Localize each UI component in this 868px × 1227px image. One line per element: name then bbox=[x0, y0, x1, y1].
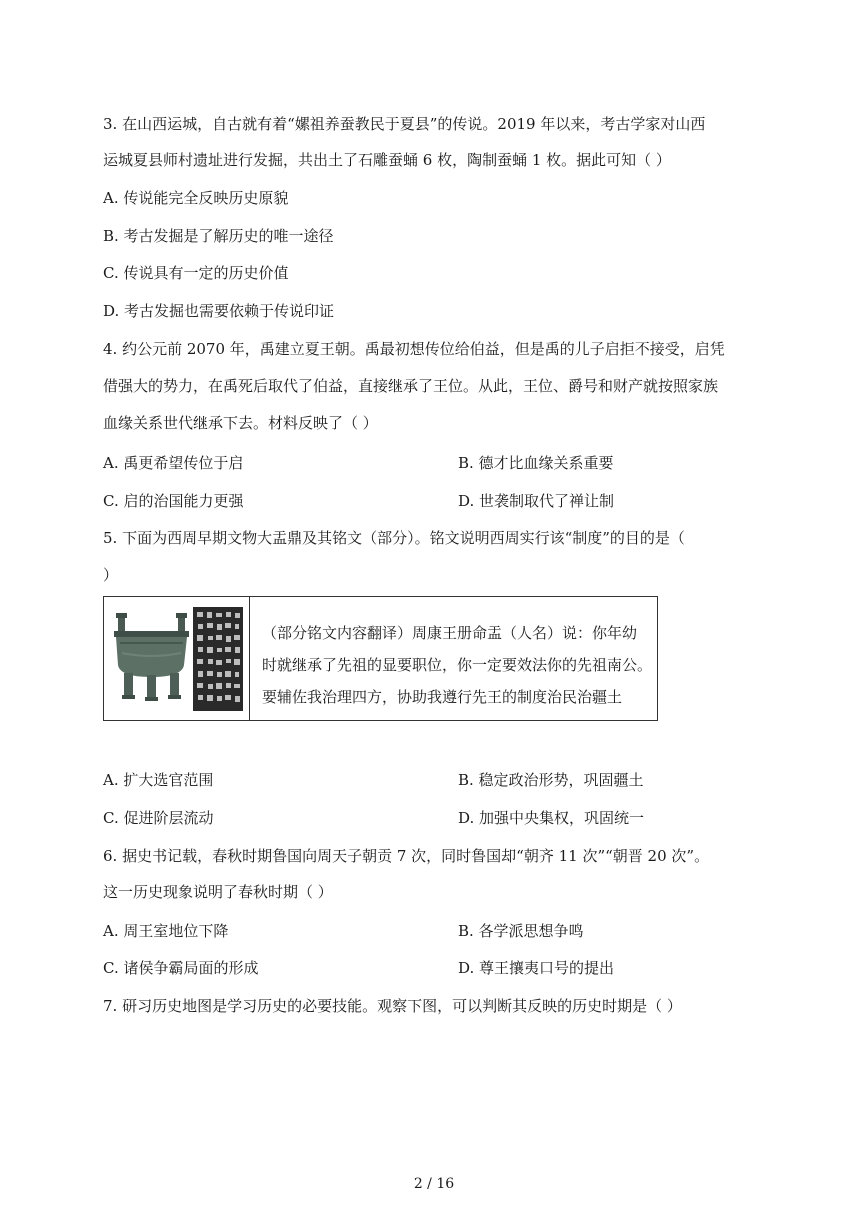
q3-option-b: B. 考古发掘是了解历史的唯一途径 bbox=[103, 227, 334, 245]
q4-option-b: B. 德才比血缘关系重要 bbox=[458, 454, 614, 472]
q4-option-d: D. 世袭制取代了禅让制 bbox=[458, 492, 615, 510]
q3-stem-line-2: 运城夏县师村遗址进行发掘，共出土了石雕蚕蛹 6 枚，陶制蚕蛹 1 枚。据此可知（ ） bbox=[103, 151, 671, 169]
q4-stem-line-1: 4. 约公元前 2070 年，禹建立夏王朝。禹最初想传位给伯益，但是禹的儿子启拒不接受，启凭 bbox=[103, 340, 725, 358]
q7-stem-line-1: 7. 研习历史地图是学习历史的必要技能。观察下图，可以判断其反映的历史时期是（ ） bbox=[103, 997, 682, 1015]
q5-option-b: B. 稳定政治形势，巩固疆土 bbox=[458, 771, 644, 789]
q4-stem-line-3: 血缘关系世代继承下去。材料反映了（ ） bbox=[103, 414, 378, 432]
q4-stem-line-2: 借强大的势力，在禹死后取代了伯益，直接继承了王位。从此，王位、爵号和财产就按照家族 bbox=[103, 377, 719, 395]
q4-option-a: A. 禹更希望传位于启 bbox=[103, 454, 244, 472]
bronze-ding-icon bbox=[104, 597, 249, 720]
q6-option-b: B. 各学派思想争鸣 bbox=[458, 922, 584, 940]
q6-option-d: D. 尊王攘夷口号的提出 bbox=[458, 959, 615, 977]
ding-inscription-image bbox=[104, 597, 250, 720]
q5-option-a: A. 扩大选官范围 bbox=[103, 771, 214, 789]
q5-option-d: D. 加强中央集权，巩固统一 bbox=[458, 809, 645, 827]
q6-stem-line-2: 这一历史现象说明了春秋时期（ ） bbox=[103, 883, 333, 901]
q6-option-a: A. 周王室地位下降 bbox=[103, 922, 229, 940]
q5-stem-line-1: 5. 下面为西周早期文物大盂鼎及其铭文（部分）。铭文说明西周实行该“制度”的目的是（ bbox=[103, 529, 685, 547]
q3-option-a: A. 传说能完全反映历史原貌 bbox=[103, 189, 289, 207]
q5-material-line-2: 时就继承了先祖的显要职位，你一定要效法你的先祖南公。 bbox=[262, 656, 653, 674]
q3-option-d: D. 考古发掘也需要依赖于传说印证 bbox=[103, 302, 335, 320]
q5-material-box bbox=[103, 596, 658, 721]
q5-stem-line-2: ） bbox=[103, 566, 119, 584]
q6-option-c: C. 诸侯争霸局面的形成 bbox=[103, 959, 259, 977]
q5-material-line-3: 要辅佐我治理四方，协助我遵行先王的制度治民治疆土 bbox=[262, 688, 623, 706]
q5-material-line-1: （部分铭文内容翻译）周康王册命盂（人名）说：你年幼 bbox=[262, 624, 638, 642]
q4-option-c: C. 启的治国能力更强 bbox=[103, 492, 244, 510]
q5-material-text bbox=[262, 617, 652, 713]
q3-option-c: C. 传说具有一定的历史价值 bbox=[103, 264, 289, 282]
q5-option-c: C. 促进阶层流动 bbox=[103, 809, 214, 827]
q6-stem-line-1: 6. 据史书记载，春秋时期鲁国向周天子朝贡 7 次，同时鲁国却“朝齐 11 次”“朝晋 20 次”。 bbox=[103, 847, 710, 865]
page-number: 2 / 16 bbox=[413, 1176, 455, 1192]
q3-stem-line-1: 3. 在山西运城，自古就有着“嫘祖养蚕教民于夏县”的传说。2019 年以来，考古学家对山西 bbox=[103, 115, 706, 133]
